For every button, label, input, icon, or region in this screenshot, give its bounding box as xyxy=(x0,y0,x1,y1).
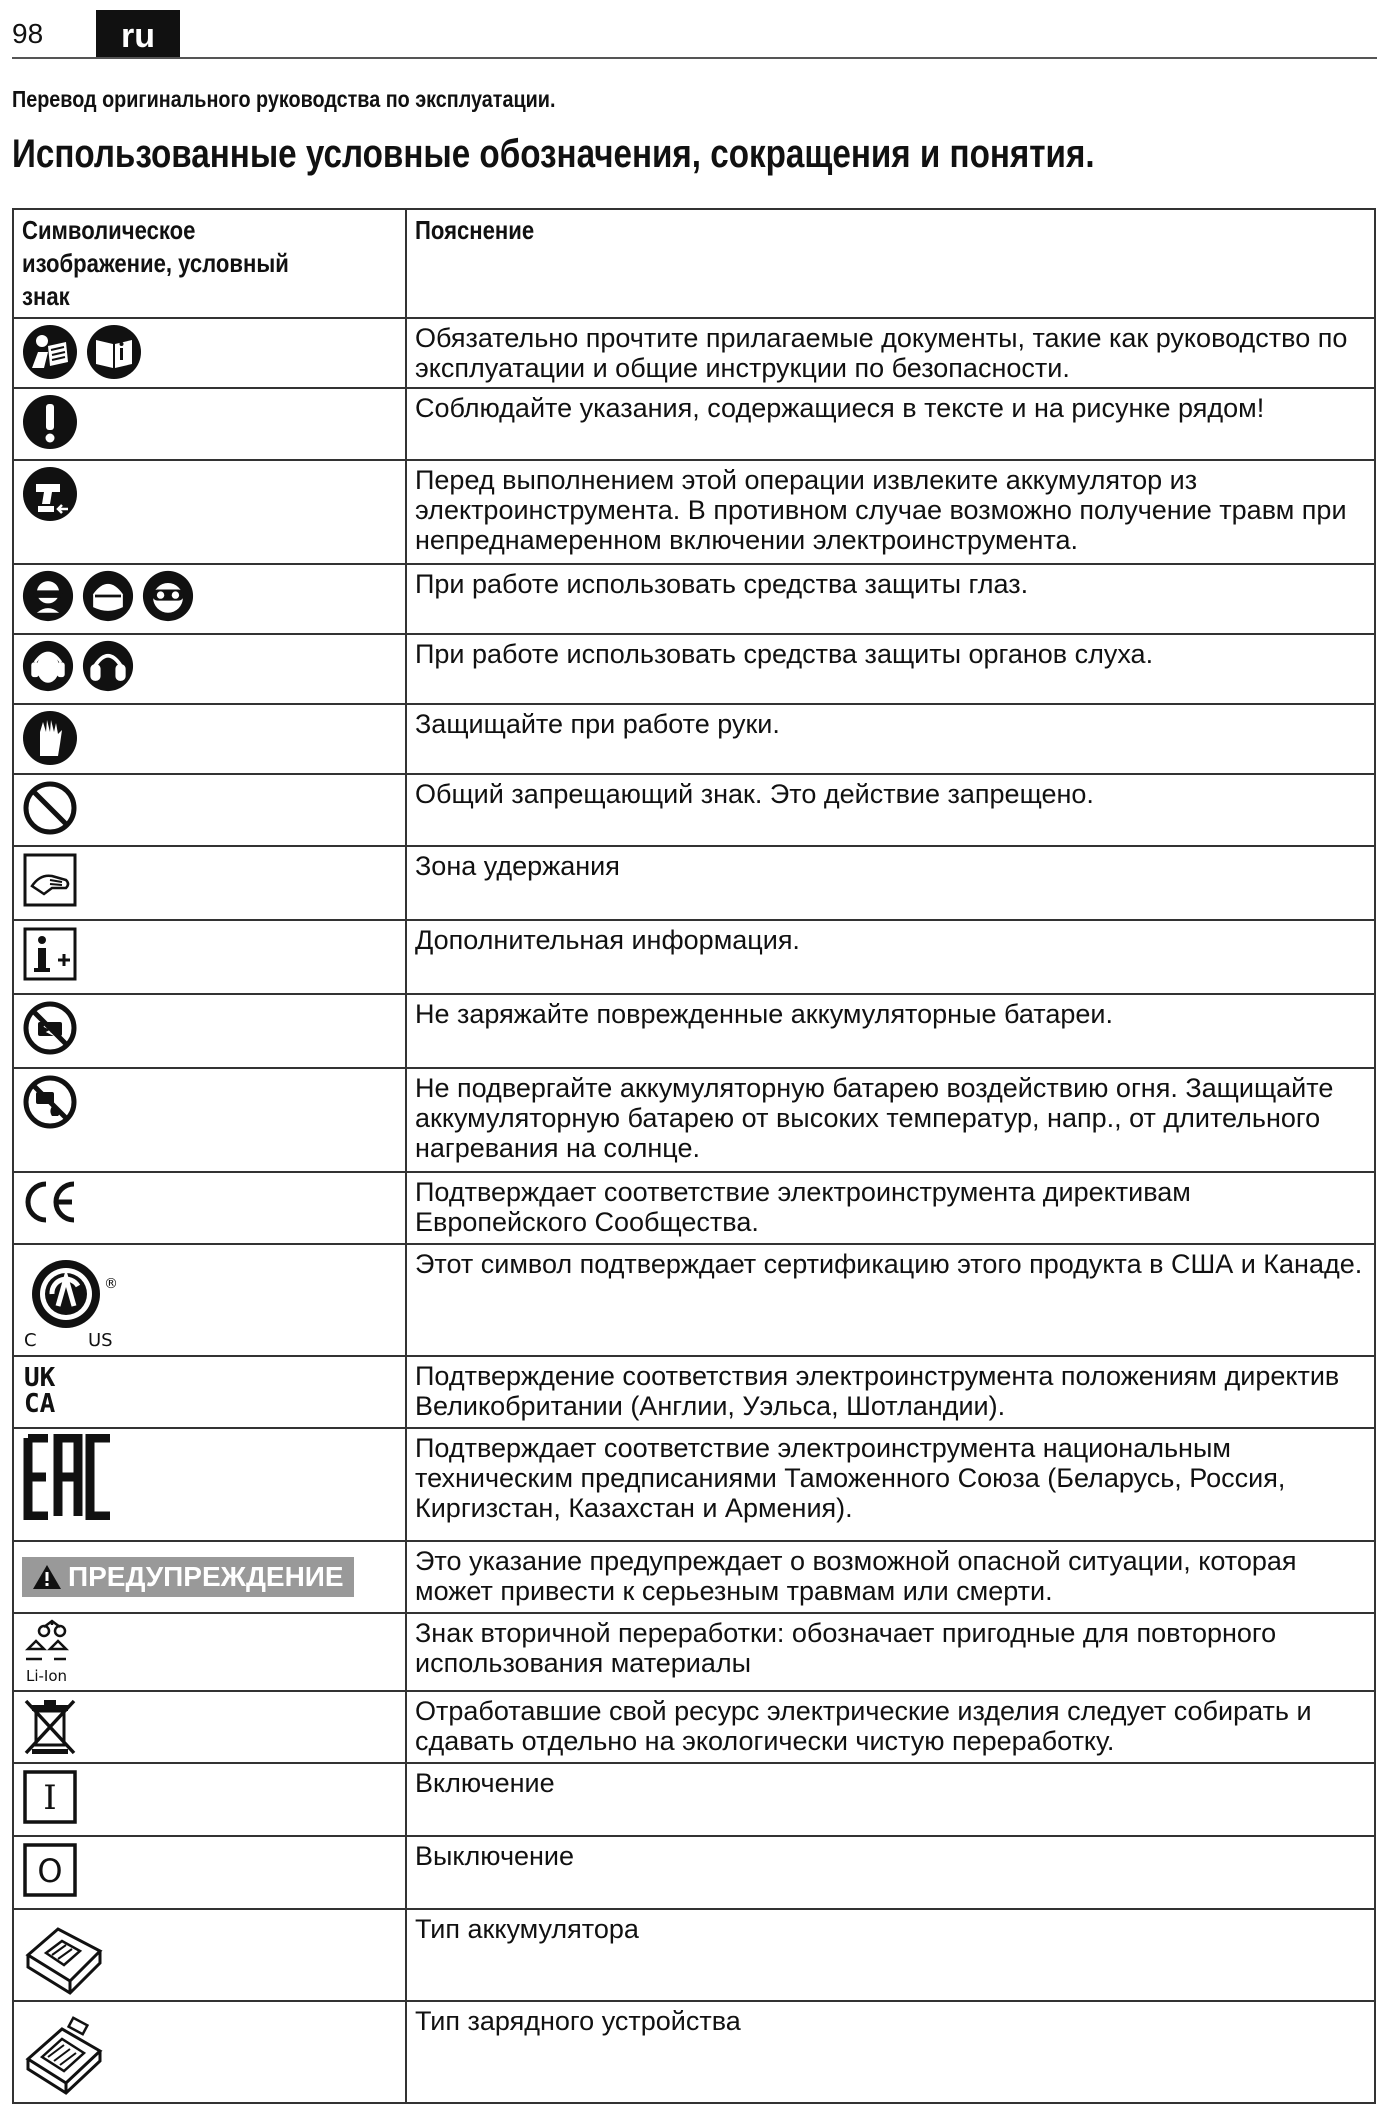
table-row xyxy=(13,1909,1375,2001)
table-row xyxy=(13,634,1375,704)
explanation-text: Соблюдайте указания, содержащиеся в тексте и на рисунке рядом! xyxy=(406,388,1375,460)
eac-mark-icon xyxy=(22,1434,118,1520)
page-title: Использованные условные обозначения, сокращения и понятия. xyxy=(12,132,1095,176)
ear-muffs-icon xyxy=(82,640,134,692)
table-row xyxy=(13,1244,1375,1356)
table-row xyxy=(13,1356,1375,1428)
explanation-text: Не подвергайте аккумуляторную батарею воздействию огня. Защищайте аккумуляторную батарею от высоких температур, напр., от длительного нагревания на солнце. xyxy=(406,1068,1375,1172)
explanation-text: Тип аккумулятора xyxy=(406,1909,1375,2001)
csa-us-mark-icon xyxy=(22,1250,132,1350)
eye-protection-icon xyxy=(22,570,74,622)
svg-text:Li-Ion: Li-Ion xyxy=(26,1667,68,1685)
header-rule xyxy=(12,57,1377,59)
svg-text:C: C xyxy=(24,1330,37,1350)
explanation-text: Подтверждает соответствие электроинструмента директивам Европейского Сообщества. xyxy=(406,1172,1375,1244)
svg-text:®: ® xyxy=(104,1276,118,1292)
warning-triangle-icon xyxy=(32,1564,62,1590)
table-row xyxy=(13,564,1375,634)
read-manual-book-icon xyxy=(86,324,142,380)
explanation-text: Зона удержания xyxy=(406,846,1375,920)
explanation-text: Тип зарядного устройства xyxy=(406,2001,1375,2103)
page-number: 98 xyxy=(12,18,44,49)
exclamation-icon xyxy=(22,394,78,450)
goggles-icon xyxy=(142,570,194,622)
ukca-mark-icon xyxy=(22,1362,72,1418)
table-row xyxy=(13,1613,1375,1691)
table-row xyxy=(13,846,1375,920)
table-row xyxy=(13,1691,1375,1763)
explanation-text: Выключение xyxy=(406,1836,1375,1909)
crossed-bin-icon xyxy=(22,1697,78,1757)
svg-text:I: I xyxy=(43,1778,57,1818)
explanation-text: При работе использовать средства защиты глаз. xyxy=(406,564,1375,634)
battery-type-icon xyxy=(22,1915,106,1995)
explanation-text: Отработавшие свой ресурс электрические изделия следует собирать и сдавать отдельно на экологически чистую переработку. xyxy=(406,1691,1375,1763)
info-plus-icon xyxy=(22,926,78,982)
explanation-text: При работе использовать средства защиты органов слуха. xyxy=(406,634,1375,704)
table-row xyxy=(13,994,1375,1068)
grip-zone-icon xyxy=(22,852,78,908)
explanation-text: Не заряжайте поврежденные аккумуляторные батареи. xyxy=(406,994,1375,1068)
ce-mark-icon xyxy=(22,1178,82,1226)
no-fire-battery-icon xyxy=(22,1074,78,1130)
power-off-icon xyxy=(22,1842,78,1898)
prohibition-icon xyxy=(22,780,78,836)
warning-label: ПРЕДУПРЕЖДЕНИЕ xyxy=(22,1557,354,1597)
table-row xyxy=(13,704,1375,774)
table-row xyxy=(13,920,1375,994)
explanation-text: Перед выполнением этой операции извлеките аккумулятор из электроинструмента. В противном случае возможно получение травм при непреднамеренном включении электроинструмента. xyxy=(406,460,1375,564)
table-row xyxy=(13,1836,1375,1909)
li-ion-recycling-icon xyxy=(22,1619,82,1685)
explanation-text: Общий запрещающий знак. Это действие запрещено. xyxy=(406,774,1375,846)
symbols-table xyxy=(12,208,1376,2104)
svg-text:CA: CA xyxy=(24,1389,56,1418)
table-row xyxy=(13,1428,1375,1541)
table-row xyxy=(13,388,1375,460)
explanation-text: Этот символ подтверждает сертификацию этого продукта в США и Канаде. xyxy=(406,1244,1375,1356)
explanation-text: Дополнительная информация. xyxy=(406,920,1375,994)
svg-text:O: O xyxy=(37,1852,63,1890)
explanation-text: Включение xyxy=(406,1763,1375,1836)
power-on-icon xyxy=(22,1769,78,1825)
ear-protection-icon xyxy=(22,640,74,692)
explanation-text: Подтверждение соответствия электроинструмента положениям директив Великобритании (Англии, Уэльса, Шотландии). xyxy=(406,1356,1375,1428)
no-damaged-battery-charging-icon xyxy=(22,1000,78,1056)
explanation-text: Обязательно прочтите прилагаемые документы, такие как руководство по эксплуатации и общие инструкции по безопасности. xyxy=(406,318,1375,388)
table-row xyxy=(13,2001,1375,2103)
face-shield-icon xyxy=(82,570,134,622)
table-row xyxy=(13,460,1375,564)
remove-battery-icon xyxy=(22,466,78,522)
table-row xyxy=(13,1763,1375,1836)
explanation-text: Знак вторичной переработки: обозначает пригодные для повторного использования материалы xyxy=(406,1613,1375,1691)
explanation-text: Подтверждает соответствие электроинструмента национальным техническим предписаниями Таможенного Союза (Беларусь, Россия, Киргизстан, Казахстан и Армения). xyxy=(406,1428,1375,1541)
table-row xyxy=(13,1541,1375,1613)
svg-text:US: US xyxy=(88,1330,113,1350)
language-tab: ru xyxy=(96,10,180,58)
table-row xyxy=(13,1068,1375,1172)
gloves-icon xyxy=(22,710,78,766)
table-header-row xyxy=(13,209,1375,318)
col-header-explanation: Пояснение xyxy=(406,209,1375,318)
read-manual-icon xyxy=(22,324,78,380)
explanation-text: Защищайте при работе руки. xyxy=(406,704,1375,774)
table-row xyxy=(13,774,1375,846)
explanation-text: Это указание предупреждает о возможной опасной ситуации, которая может привести к серьезным травмам или смерти. xyxy=(406,1541,1375,1613)
table-row xyxy=(13,318,1375,388)
col-header-symbol: Символическое изображение, условный знак xyxy=(13,209,406,318)
svg-text:UK: UK xyxy=(24,1363,56,1393)
table-row xyxy=(13,1172,1375,1244)
subtitle: Перевод оригинального руководства по эксплуатации. xyxy=(12,86,556,112)
charger-type-icon xyxy=(22,2007,106,2095)
